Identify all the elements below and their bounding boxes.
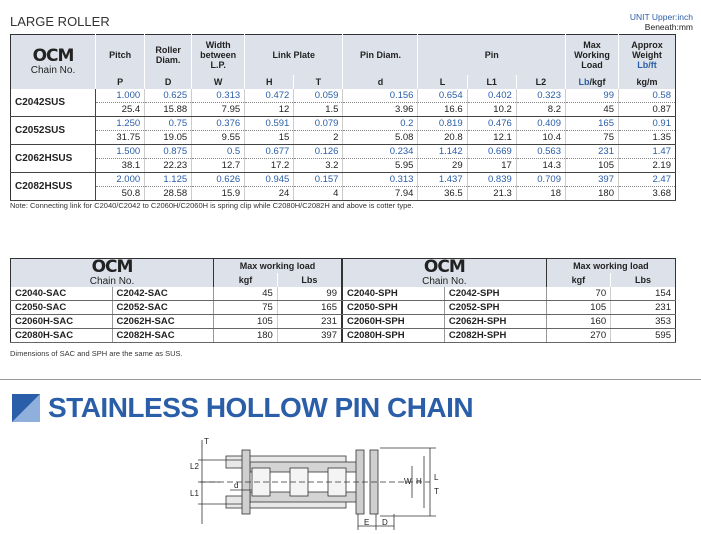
- dim-label-e: E: [364, 518, 370, 527]
- value-cell-mm: 15.9: [192, 187, 245, 201]
- value-cell-mm: 12.7: [192, 159, 245, 173]
- value-cell-inch: 0.409: [516, 117, 565, 131]
- value-cell-inch: 0.626: [192, 173, 245, 187]
- value-cell-inch: 165: [566, 117, 619, 131]
- value-cell-mm: 7.95: [192, 103, 245, 117]
- chain-no-cell: C2042SUS: [11, 89, 96, 117]
- value-cell-inch: 1.125: [145, 173, 192, 187]
- unit-note: [630, 12, 693, 32]
- value-cell-mm: 10.4: [516, 131, 565, 145]
- value-cell-mm: 3.68: [619, 187, 676, 201]
- chain-no-cell: C2060H-SAC: [11, 315, 113, 329]
- dim-label-l: L: [434, 473, 439, 482]
- table-row: [11, 329, 342, 343]
- ocm-logo: OCM: [91, 257, 133, 277]
- value-cell-mm: 18: [516, 187, 565, 201]
- table-row: [343, 287, 676, 301]
- sac-kgf-header: kgf: [214, 273, 278, 287]
- sub-header-3: H: [245, 75, 294, 89]
- sub-header-7: L1: [467, 75, 516, 89]
- load-lbs-cell: 353: [611, 315, 676, 329]
- value-cell-mm: 28.58: [145, 187, 192, 201]
- load-kgf-cell: 105: [214, 315, 278, 329]
- value-cell-inch: 1.000: [96, 89, 145, 103]
- load-kgf-cell: 105: [546, 301, 610, 315]
- value-cell-inch: 1.142: [418, 145, 467, 159]
- value-cell-inch: 0.945: [245, 173, 294, 187]
- chain-no-cell: C2080H-SAC: [11, 329, 113, 343]
- value-cell-inch: 0.91: [619, 117, 676, 131]
- dim-label-h: H: [416, 477, 422, 486]
- load-kgf-cell: 180: [214, 329, 278, 343]
- value-cell-mm: 19.05: [145, 131, 192, 145]
- pin-header: Pin: [418, 35, 566, 76]
- value-cell-mm: 8.2: [516, 103, 565, 117]
- sph-chain-no-header: [343, 259, 547, 288]
- load-lbs-cell: 397: [277, 329, 341, 343]
- sac-chain-no-header: [11, 259, 214, 288]
- ocm-logo: OCM: [423, 257, 465, 277]
- dim-label-l1: L1: [190, 489, 199, 498]
- value-cell-inch: 0.156: [343, 89, 418, 103]
- value-cell-inch: 0.323: [516, 89, 565, 103]
- value-cell-inch: 0.472: [245, 89, 294, 103]
- sub-header-6: L: [418, 75, 467, 89]
- value-cell-inch: 0.669: [467, 145, 516, 159]
- section-divider: [0, 379, 701, 380]
- table-row: [11, 103, 676, 117]
- value-cell-mm: 7.94: [343, 187, 418, 201]
- table-row: [343, 315, 676, 329]
- footnote-connecting-link: Note: Connecting link for C2040/C2042 to C2060H/C2060H is spring clip while C2080H/C2082H and above is cotter type.: [10, 201, 414, 210]
- value-cell-mm: 15: [245, 131, 294, 145]
- table-row: [11, 159, 676, 173]
- ocm-logo: OCM: [32, 46, 74, 66]
- section-triangle-icon: [12, 394, 40, 422]
- sph-kgf-header: kgf: [546, 273, 610, 287]
- value-cell-inch: 1.47: [619, 145, 676, 159]
- table-row: [11, 89, 676, 103]
- value-cell-inch: 0.059: [294, 89, 343, 103]
- dim-label-t2: T: [434, 487, 439, 496]
- value-cell-mm: 15.88: [145, 103, 192, 117]
- value-cell-inch: 0.313: [343, 173, 418, 187]
- load-lbs-cell: 231: [611, 301, 676, 315]
- chain-no-cell: C2042-SPH: [444, 287, 546, 301]
- value-cell-inch: 0.709: [516, 173, 565, 187]
- chain-no-cell: C2080H-SPH: [343, 329, 445, 343]
- chain-no-label: Chain No.: [422, 276, 467, 287]
- value-cell-mm: 16.6: [418, 103, 467, 117]
- page-heading: LARGE ROLLER: [10, 14, 110, 29]
- sub-header-2: W: [192, 75, 245, 89]
- value-cell-inch: 397: [566, 173, 619, 187]
- value-cell-mm: 2: [294, 131, 343, 145]
- sph-table: [342, 258, 676, 343]
- sub-header-1: D: [145, 75, 192, 89]
- value-cell-inch: 0.2: [343, 117, 418, 131]
- sph-max-load-header: Max working load: [546, 259, 675, 274]
- load-kgf-cell: 75: [214, 301, 278, 315]
- value-cell-inch: 2.000: [96, 173, 145, 187]
- chain-no-cell: C2062H-SPH: [444, 315, 546, 329]
- value-cell-mm: 105: [566, 159, 619, 173]
- chain-no-cell: C2040-SAC: [11, 287, 113, 301]
- pin-diam-header: Pin Diam.: [343, 35, 418, 76]
- section-title: STAINLESS HOLLOW PIN CHAIN: [48, 392, 474, 423]
- chain-no-cell: C2062H-SAC: [112, 315, 214, 329]
- table-row: [11, 145, 676, 159]
- max-load-header: Max Working Load: [566, 35, 619, 76]
- load-lbs-cell: 154: [611, 287, 676, 301]
- dim-label-d2: D: [382, 518, 388, 527]
- unit-lower: Beneath:mm: [644, 22, 693, 32]
- value-cell-inch: 0.625: [145, 89, 192, 103]
- value-cell-inch: 0.476: [467, 117, 516, 131]
- value-cell-inch: 0.875: [145, 145, 192, 159]
- load-lbs-cell: 231: [277, 315, 341, 329]
- value-cell-inch: 0.58: [619, 89, 676, 103]
- pitch-header: Pitch: [96, 35, 145, 76]
- table-row: [11, 131, 676, 145]
- value-cell-mm: 29: [418, 159, 467, 173]
- load-lbs-cell: 99: [277, 287, 341, 301]
- sub-header-4: T: [294, 75, 343, 89]
- roller-diam-header: Roller Diam.: [145, 35, 192, 76]
- chain-no-cell: C2062HSUS: [11, 145, 96, 173]
- chain-no-cell: C2052SUS: [11, 117, 96, 145]
- sac-table: [10, 258, 342, 343]
- dim-label-d: d: [234, 481, 239, 490]
- footnote-sac-sph: Dimensions of SAC and SPH are the same as SUS.: [10, 349, 183, 358]
- table-row: [11, 173, 676, 187]
- value-cell-mm: 12: [245, 103, 294, 117]
- link-plate-header: Link Plate: [245, 35, 343, 76]
- weight-header-label: Approx Weight: [631, 40, 663, 60]
- sub-header-8: L2: [516, 75, 565, 89]
- chain-no-cell: C2050-SAC: [11, 301, 113, 315]
- chain-no-label: Chain No.: [30, 65, 76, 76]
- value-cell-inch: 1.437: [418, 173, 467, 187]
- table-row: [343, 329, 676, 343]
- value-cell-mm: 22.23: [145, 159, 192, 173]
- value-cell-mm: 20.8: [418, 131, 467, 145]
- sub-header-9: [566, 75, 619, 89]
- value-cell-mm: 75: [566, 131, 619, 145]
- value-cell-mm: 21.3: [467, 187, 516, 201]
- chain-no-cell: C2042-SAC: [112, 287, 214, 301]
- value-cell-inch: 0.839: [467, 173, 516, 187]
- value-cell-inch: 0.234: [343, 145, 418, 159]
- dim-label-t: T: [204, 437, 209, 446]
- dim-label-w: W: [404, 477, 412, 486]
- sub-header-5: d: [343, 75, 418, 89]
- value-cell-mm: 5.08: [343, 131, 418, 145]
- load-kgf-cell: 160: [546, 315, 610, 329]
- value-cell-inch: 0.157: [294, 173, 343, 187]
- value-cell-inch: 0.819: [418, 117, 467, 131]
- chain-dimension-diagram: [180, 434, 470, 534]
- sub-header-lb-part: Lb: [578, 77, 590, 87]
- load-kgf-cell: 270: [546, 329, 610, 343]
- chain-no-header: [11, 35, 96, 90]
- value-cell-inch: 2.47: [619, 173, 676, 187]
- sac-lbs-header: Lbs: [277, 273, 341, 287]
- value-cell-mm: 38.1: [96, 159, 145, 173]
- value-cell-inch: 0.563: [516, 145, 565, 159]
- chain-no-cell: C2052-SPH: [444, 301, 546, 315]
- value-cell-mm: 50.8: [96, 187, 145, 201]
- sph-lbs-header: Lbs: [611, 273, 676, 287]
- unit-upper: UNIT Upper:inch: [629, 12, 693, 22]
- value-cell-inch: 1.250: [96, 117, 145, 131]
- value-cell-inch: 0.75: [145, 117, 192, 131]
- load-lbs-cell: 595: [611, 329, 676, 343]
- value-cell-inch: 0.402: [467, 89, 516, 103]
- chain-no-cell: C2082H-SAC: [112, 329, 214, 343]
- value-cell-inch: 0.654: [418, 89, 467, 103]
- weight-unit-top: Lb/ft: [637, 60, 657, 70]
- sub-header-kgf-part: /kgf: [589, 77, 606, 87]
- value-cell-mm: 3.2: [294, 159, 343, 173]
- value-cell-mm: 31.75: [96, 131, 145, 145]
- value-cell-inch: 99: [566, 89, 619, 103]
- load-kgf-cell: 70: [546, 287, 610, 301]
- value-cell-mm: 3.96: [343, 103, 418, 117]
- chain-no-cell: C2050-SPH: [343, 301, 445, 315]
- value-cell-inch: 0.126: [294, 145, 343, 159]
- value-cell-mm: 36.5: [418, 187, 467, 201]
- value-cell-mm: 0.87: [619, 103, 676, 117]
- chain-no-cell: C2040-SPH: [343, 287, 445, 301]
- value-cell-mm: 17.2: [245, 159, 294, 173]
- table-row: [343, 301, 676, 315]
- value-cell-mm: 2.19: [619, 159, 676, 173]
- value-cell-mm: 4: [294, 187, 343, 201]
- value-cell-inch: 0.079: [294, 117, 343, 131]
- chain-no-cell: C2060H-SPH: [343, 315, 445, 329]
- load-kgf-cell: 45: [214, 287, 278, 301]
- value-cell-mm: 25.4: [96, 103, 145, 117]
- value-cell-mm: 10.2: [467, 103, 516, 117]
- value-cell-inch: 0.313: [192, 89, 245, 103]
- value-cell-inch: 0.5: [192, 145, 245, 159]
- table-row: [11, 117, 676, 131]
- value-cell-mm: 1.35: [619, 131, 676, 145]
- value-cell-inch: 0.376: [192, 117, 245, 131]
- value-cell-mm: 5.95: [343, 159, 418, 173]
- load-lbs-cell: 165: [277, 301, 341, 315]
- value-cell-mm: 12.1: [467, 131, 516, 145]
- sac-max-load-header: Max working load: [214, 259, 342, 274]
- chain-no-cell: C2082H-SPH: [444, 329, 546, 343]
- value-cell-inch: 0.591: [245, 117, 294, 131]
- value-cell-mm: 1.5: [294, 103, 343, 117]
- value-cell-mm: 180: [566, 187, 619, 201]
- chain-no-cell: C2082HSUS: [11, 173, 96, 201]
- sub-header-10: kg/m: [619, 75, 676, 89]
- value-cell-mm: 17: [467, 159, 516, 173]
- table-row: [11, 187, 676, 201]
- dim-label-l2: L2: [190, 462, 199, 471]
- table-row: [11, 301, 342, 315]
- value-cell-mm: 24: [245, 187, 294, 201]
- chain-no-label: Chain No.: [89, 276, 135, 287]
- chain-no-cell: C2052-SAC: [112, 301, 214, 315]
- value-cell-mm: 45: [566, 103, 619, 117]
- value-cell-mm: 9.55: [192, 131, 245, 145]
- value-cell-inch: 0.677: [245, 145, 294, 159]
- value-cell-inch: 1.500: [96, 145, 145, 159]
- value-cell-mm: 14.3: [516, 159, 565, 173]
- table-row: [11, 315, 342, 329]
- weight-header: [619, 35, 676, 76]
- table-row: [11, 287, 342, 301]
- width-header: Width between L.P.: [192, 35, 245, 76]
- sub-header-0: P: [96, 75, 145, 89]
- value-cell-inch: 231: [566, 145, 619, 159]
- specification-table: [10, 34, 676, 201]
